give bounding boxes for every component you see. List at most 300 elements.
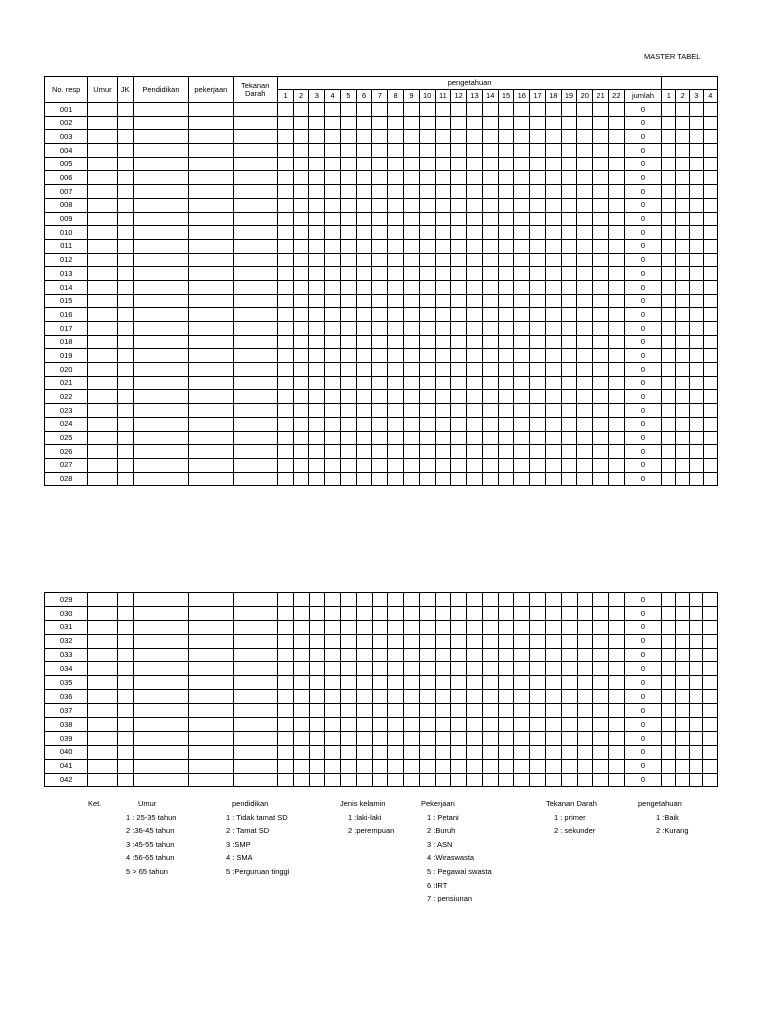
question-answer-cell: [419, 253, 435, 267]
question-answer-cell: [419, 226, 435, 240]
question-answer-cell: [419, 116, 435, 130]
header-question-number: 22: [608, 90, 624, 103]
question-answer-cell: [609, 634, 625, 648]
extra-cell: [676, 212, 690, 226]
question-answer-cell: [372, 759, 388, 773]
resp-number-cell: 030: [45, 606, 88, 620]
pekerjaan-cell: [189, 294, 233, 308]
legend-tekanan-darah-item: 1 : primer: [554, 812, 586, 822]
extra-cell: [676, 226, 690, 240]
question-answer-cell: [561, 185, 577, 199]
question-answer-cell: [435, 773, 451, 787]
question-answer-cell: [372, 198, 388, 212]
question-answer-cell: [388, 458, 404, 472]
tekanan-darah-cell: [233, 376, 277, 390]
extra-cell: [676, 239, 690, 253]
question-answer-cell: [561, 335, 577, 349]
question-answer-cell: [309, 458, 325, 472]
question-answer-cell: [498, 253, 514, 267]
umur-cell: [88, 335, 117, 349]
pekerjaan-cell: [189, 267, 233, 281]
question-answer-cell: [340, 431, 356, 445]
question-answer-cell: [325, 226, 341, 240]
question-answer-cell: [325, 648, 341, 662]
question-answer-cell: [309, 171, 325, 185]
jumlah-cell: 0: [624, 620, 661, 634]
umur-cell: [88, 634, 117, 648]
question-answer-cell: [293, 185, 309, 199]
resp-number-cell: 036: [45, 690, 88, 704]
question-answer-cell: [435, 226, 451, 240]
question-answer-cell: [341, 773, 357, 787]
extra-cell: [662, 363, 676, 377]
tekanan-darah-cell: [233, 157, 277, 171]
header-question-number: 21: [593, 90, 609, 103]
question-answer-cell: [577, 404, 593, 418]
question-answer-cell: [451, 198, 467, 212]
question-answer-cell: [467, 308, 483, 322]
header-question-number: 11: [435, 90, 451, 103]
question-answer-cell: [482, 634, 498, 648]
question-answer-cell: [546, 745, 562, 759]
question-answer-cell: [340, 376, 356, 390]
question-answer-cell: [372, 773, 388, 787]
extra-cell: [662, 280, 676, 294]
question-answer-cell: [593, 212, 609, 226]
question-answer-cell: [341, 690, 357, 704]
question-answer-cell: [608, 472, 624, 486]
question-answer-cell: [309, 648, 325, 662]
pekerjaan-cell: [189, 662, 233, 676]
question-answer-cell: [325, 404, 341, 418]
pendidikan-cell: [133, 185, 188, 199]
question-answer-cell: [388, 157, 404, 171]
question-answer-cell: [293, 280, 309, 294]
question-answer-cell: [372, 212, 388, 226]
extra-cell: [676, 349, 690, 363]
legend-pekerjaan-item: 1 : Petani: [427, 812, 459, 822]
question-answer-cell: [419, 335, 435, 349]
question-answer-cell: [577, 745, 593, 759]
tekanan-darah-cell: [233, 335, 277, 349]
jk-cell: [117, 322, 133, 336]
question-answer-cell: [546, 704, 562, 718]
question-answer-cell: [372, 472, 388, 486]
legend-pendidikan-item: 2 : Tamat SD: [226, 826, 270, 836]
tekanan-darah-cell: [233, 322, 277, 336]
question-answer-cell: [608, 280, 624, 294]
extra-cell: [676, 130, 690, 144]
question-answer-cell: [419, 417, 435, 431]
question-answer-cell: [404, 130, 420, 144]
question-answer-cell: [577, 773, 593, 787]
question-answer-cell: [467, 157, 483, 171]
question-answer-cell: [561, 171, 577, 185]
pendidikan-cell: [133, 445, 188, 459]
question-answer-cell: [608, 103, 624, 117]
pekerjaan-cell: [189, 620, 233, 634]
question-answer-cell: [309, 745, 325, 759]
question-answer-cell: [514, 198, 530, 212]
question-answer-cell: [419, 294, 435, 308]
question-answer-cell: [530, 376, 546, 390]
resp-number-cell: 035: [45, 676, 88, 690]
umur-cell: [88, 349, 117, 363]
question-answer-cell: [356, 363, 372, 377]
question-answer-cell: [278, 662, 294, 676]
question-answer-cell: [277, 472, 293, 486]
question-answer-cell: [546, 620, 562, 634]
question-answer-cell: [388, 212, 404, 226]
question-answer-cell: [325, 458, 341, 472]
question-answer-cell: [514, 704, 530, 718]
legend-jenis-kelamin: [340, 797, 394, 838]
question-answer-cell: [340, 404, 356, 418]
pendidikan-cell: [133, 239, 188, 253]
question-answer-cell: [404, 458, 420, 472]
jk-cell: [117, 267, 133, 281]
umur-cell: [88, 376, 117, 390]
question-answer-cell: [293, 390, 309, 404]
question-answer-cell: [561, 458, 577, 472]
pekerjaan-cell: [189, 157, 233, 171]
question-answer-cell: [467, 130, 483, 144]
question-answer-cell: [467, 458, 483, 472]
question-answer-cell: [498, 335, 514, 349]
question-answer-cell: [498, 431, 514, 445]
question-answer-cell: [372, 144, 388, 158]
question-answer-cell: [404, 662, 420, 676]
legend-pengetahuan-item: 1 :Baik: [656, 812, 679, 822]
question-answer-cell: [498, 376, 514, 390]
question-answer-cell: [451, 704, 467, 718]
question-answer-cell: [325, 212, 341, 226]
question-answer-cell: [404, 648, 420, 662]
question-answer-cell: [325, 280, 341, 294]
extra-cell: [689, 704, 703, 718]
question-answer-cell: [451, 144, 467, 158]
question-answer-cell: [419, 130, 435, 144]
question-answer-cell: [293, 144, 309, 158]
question-answer-cell: [561, 731, 577, 745]
extra-cell: [689, 634, 703, 648]
jumlah-cell: 0: [624, 745, 661, 759]
pendidikan-cell: [133, 349, 188, 363]
question-answer-cell: [325, 676, 341, 690]
question-answer-cell: [293, 731, 309, 745]
question-answer-cell: [498, 144, 514, 158]
pekerjaan-cell: [189, 376, 233, 390]
question-answer-cell: [467, 376, 483, 390]
question-answer-cell: [388, 620, 404, 634]
legend-jenis-kelamin-item: 2 :perempuan: [348, 826, 395, 836]
resp-number-cell: 004: [45, 144, 88, 158]
question-answer-cell: [608, 458, 624, 472]
question-answer-cell: [435, 280, 451, 294]
question-answer-cell: [482, 390, 498, 404]
pendidikan-cell: [133, 745, 188, 759]
pekerjaan-cell: [189, 731, 233, 745]
question-answer-cell: [609, 620, 625, 634]
question-answer-cell: [530, 445, 546, 459]
pendidikan-cell: [133, 431, 188, 445]
question-answer-cell: [467, 280, 483, 294]
question-answer-cell: [467, 335, 483, 349]
question-answer-cell: [593, 662, 609, 676]
question-answer-cell: [545, 404, 561, 418]
question-answer-cell: [482, 472, 498, 486]
question-answer-cell: [467, 606, 483, 620]
question-answer-cell: [356, 376, 372, 390]
legend-umur-item: 2 :36-45 tahun: [126, 826, 175, 836]
question-answer-cell: [388, 239, 404, 253]
question-answer-cell: [293, 745, 309, 759]
question-answer-cell: [388, 116, 404, 130]
pendidikan-cell: [133, 144, 188, 158]
question-answer-cell: [577, 390, 593, 404]
extra-cell: [676, 759, 690, 773]
umur-cell: [88, 280, 117, 294]
question-answer-cell: [451, 335, 467, 349]
question-answer-cell: [435, 335, 451, 349]
question-answer-cell: [561, 103, 577, 117]
question-answer-cell: [388, 445, 404, 459]
question-answer-cell: [577, 472, 593, 486]
question-answer-cell: [451, 280, 467, 294]
question-answer-cell: [372, 226, 388, 240]
question-answer-cell: [482, 185, 498, 199]
question-answer-cell: [419, 606, 435, 620]
tekanan-darah-cell: [233, 363, 277, 377]
question-answer-cell: [372, 322, 388, 336]
resp-number-cell: 007: [45, 185, 88, 199]
extra-cell: [690, 144, 704, 158]
question-answer-cell: [545, 116, 561, 130]
question-answer-cell: [530, 363, 546, 377]
question-answer-cell: [530, 458, 546, 472]
question-answer-cell: [404, 226, 420, 240]
extra-cell: [676, 308, 690, 322]
question-answer-cell: [404, 718, 420, 732]
jumlah-cell: 0: [624, 731, 661, 745]
extra-cell: [690, 445, 704, 459]
jumlah-cell: 0: [624, 431, 662, 445]
question-answer-cell: [467, 116, 483, 130]
question-answer-cell: [593, 376, 609, 390]
table-row: [45, 116, 718, 130]
question-answer-cell: [545, 472, 561, 486]
table-row: [45, 280, 718, 294]
question-answer-cell: [467, 690, 483, 704]
question-answer-cell: [482, 363, 498, 377]
header-question-number: 13: [467, 90, 483, 103]
question-answer-cell: [388, 144, 404, 158]
question-answer-cell: [608, 363, 624, 377]
extra-cell: [690, 157, 704, 171]
question-answer-cell: [419, 458, 435, 472]
question-answer-cell: [341, 676, 357, 690]
question-answer-cell: [293, 704, 309, 718]
jumlah-cell: 0: [624, 773, 661, 787]
legend-pekerjaan-item: 4 :Wiraswasta: [427, 853, 475, 863]
header-question-number: 20: [577, 90, 593, 103]
question-answer-cell: [325, 662, 341, 676]
question-answer-cell: [277, 390, 293, 404]
question-answer-cell: [561, 404, 577, 418]
question-answer-cell: [530, 185, 546, 199]
question-answer-cell: [561, 704, 577, 718]
question-answer-cell: [388, 280, 404, 294]
jk-cell: [117, 144, 133, 158]
question-answer-cell: [498, 634, 514, 648]
question-answer-cell: [278, 606, 294, 620]
question-answer-cell: [277, 322, 293, 336]
question-answer-cell: [482, 690, 498, 704]
question-answer-cell: [514, 606, 530, 620]
question-answer-cell: [435, 294, 451, 308]
jk-cell: [117, 376, 133, 390]
extra-cell: [703, 472, 717, 486]
resp-number-cell: 040: [45, 745, 88, 759]
table-row: [45, 130, 718, 144]
question-answer-cell: [309, 718, 325, 732]
question-answer-cell: [561, 226, 577, 240]
question-answer-cell: [340, 294, 356, 308]
question-answer-cell: [451, 376, 467, 390]
question-answer-cell: [467, 185, 483, 199]
tekanan-darah-cell: [233, 308, 277, 322]
question-answer-cell: [404, 253, 420, 267]
jk-cell: [117, 431, 133, 445]
question-answer-cell: [372, 431, 388, 445]
legend-pekerjaan-item: 3 : ASN: [427, 839, 453, 849]
question-answer-cell: [278, 690, 294, 704]
question-answer-cell: [561, 606, 577, 620]
umur-cell: [88, 363, 117, 377]
question-answer-cell: [435, 376, 451, 390]
question-answer-cell: [278, 731, 294, 745]
question-answer-cell: [593, 253, 609, 267]
question-answer-cell: [608, 144, 624, 158]
table-row: [45, 390, 718, 404]
question-answer-cell: [561, 431, 577, 445]
question-answer-cell: [593, 593, 609, 607]
question-answer-cell: [514, 445, 530, 459]
question-answer-cell: [577, 363, 593, 377]
question-answer-cell: [293, 458, 309, 472]
umur-cell: [88, 676, 117, 690]
question-answer-cell: [482, 376, 498, 390]
question-answer-cell: [419, 144, 435, 158]
question-answer-cell: [530, 157, 546, 171]
header-extra-number: 3: [690, 90, 704, 103]
question-answer-cell: [609, 648, 625, 662]
resp-number-cell: 016: [45, 308, 88, 322]
tekanan-darah-cell: [233, 718, 277, 732]
question-answer-cell: [514, 745, 530, 759]
extra-cell: [662, 376, 676, 390]
resp-number-cell: 031: [45, 620, 88, 634]
question-answer-cell: [482, 308, 498, 322]
jumlah-cell: 0: [624, 239, 662, 253]
jumlah-cell: 0: [624, 390, 662, 404]
question-answer-cell: [404, 212, 420, 226]
extra-cell: [676, 431, 690, 445]
question-answer-cell: [545, 198, 561, 212]
pendidikan-cell: [133, 731, 188, 745]
extra-cell: [662, 239, 676, 253]
extra-cell: [690, 349, 704, 363]
resp-number-cell: 011: [45, 239, 88, 253]
umur-cell: [88, 212, 117, 226]
resp-number-cell: 002: [45, 116, 88, 130]
question-answer-cell: [482, 198, 498, 212]
table-row: [45, 606, 718, 620]
question-answer-cell: [419, 472, 435, 486]
question-answer-cell: [356, 745, 372, 759]
question-answer-cell: [609, 731, 625, 745]
master-table-part-2: [44, 592, 718, 787]
header-question-number: 5: [340, 90, 356, 103]
umur-cell: [88, 648, 117, 662]
extra-cell: [703, 349, 717, 363]
question-answer-cell: [404, 198, 420, 212]
question-answer-cell: [608, 198, 624, 212]
question-answer-cell: [372, 718, 388, 732]
question-answer-cell: [561, 745, 577, 759]
question-answer-cell: [530, 390, 546, 404]
question-answer-cell: [356, 253, 372, 267]
extra-cell: [662, 212, 676, 226]
question-answer-cell: [404, 322, 420, 336]
question-answer-cell: [356, 417, 372, 431]
tekanan-darah-cell: [233, 103, 277, 117]
jumlah-cell: 0: [624, 759, 661, 773]
question-answer-cell: [435, 185, 451, 199]
jumlah-cell: 0: [624, 322, 662, 336]
question-answer-cell: [593, 718, 609, 732]
table-row: [45, 404, 718, 418]
question-answer-cell: [561, 390, 577, 404]
question-answer-cell: [577, 445, 593, 459]
resp-number-cell: 018: [45, 335, 88, 349]
question-answer-cell: [325, 773, 341, 787]
pekerjaan-cell: [189, 634, 233, 648]
extra-cell: [676, 103, 690, 117]
question-answer-cell: [309, 157, 325, 171]
extra-cell: [703, 690, 718, 704]
question-answer-cell: [404, 103, 420, 117]
question-answer-cell: [514, 648, 530, 662]
extra-cell: [690, 417, 704, 431]
question-answer-cell: [561, 349, 577, 363]
jumlah-cell: 0: [624, 294, 662, 308]
question-answer-cell: [498, 404, 514, 418]
question-answer-cell: [561, 144, 577, 158]
tekanan-darah-cell: [233, 239, 277, 253]
legend-pekerjaan-item: 2 :Buruh: [427, 826, 456, 836]
extra-cell: [662, 445, 676, 459]
question-answer-cell: [435, 620, 451, 634]
question-answer-cell: [340, 144, 356, 158]
question-answer-cell: [309, 662, 325, 676]
jumlah-cell: 0: [624, 648, 661, 662]
question-answer-cell: [609, 745, 625, 759]
umur-cell: [88, 445, 117, 459]
question-answer-cell: [277, 280, 293, 294]
question-answer-cell: [451, 718, 467, 732]
question-answer-cell: [309, 185, 325, 199]
